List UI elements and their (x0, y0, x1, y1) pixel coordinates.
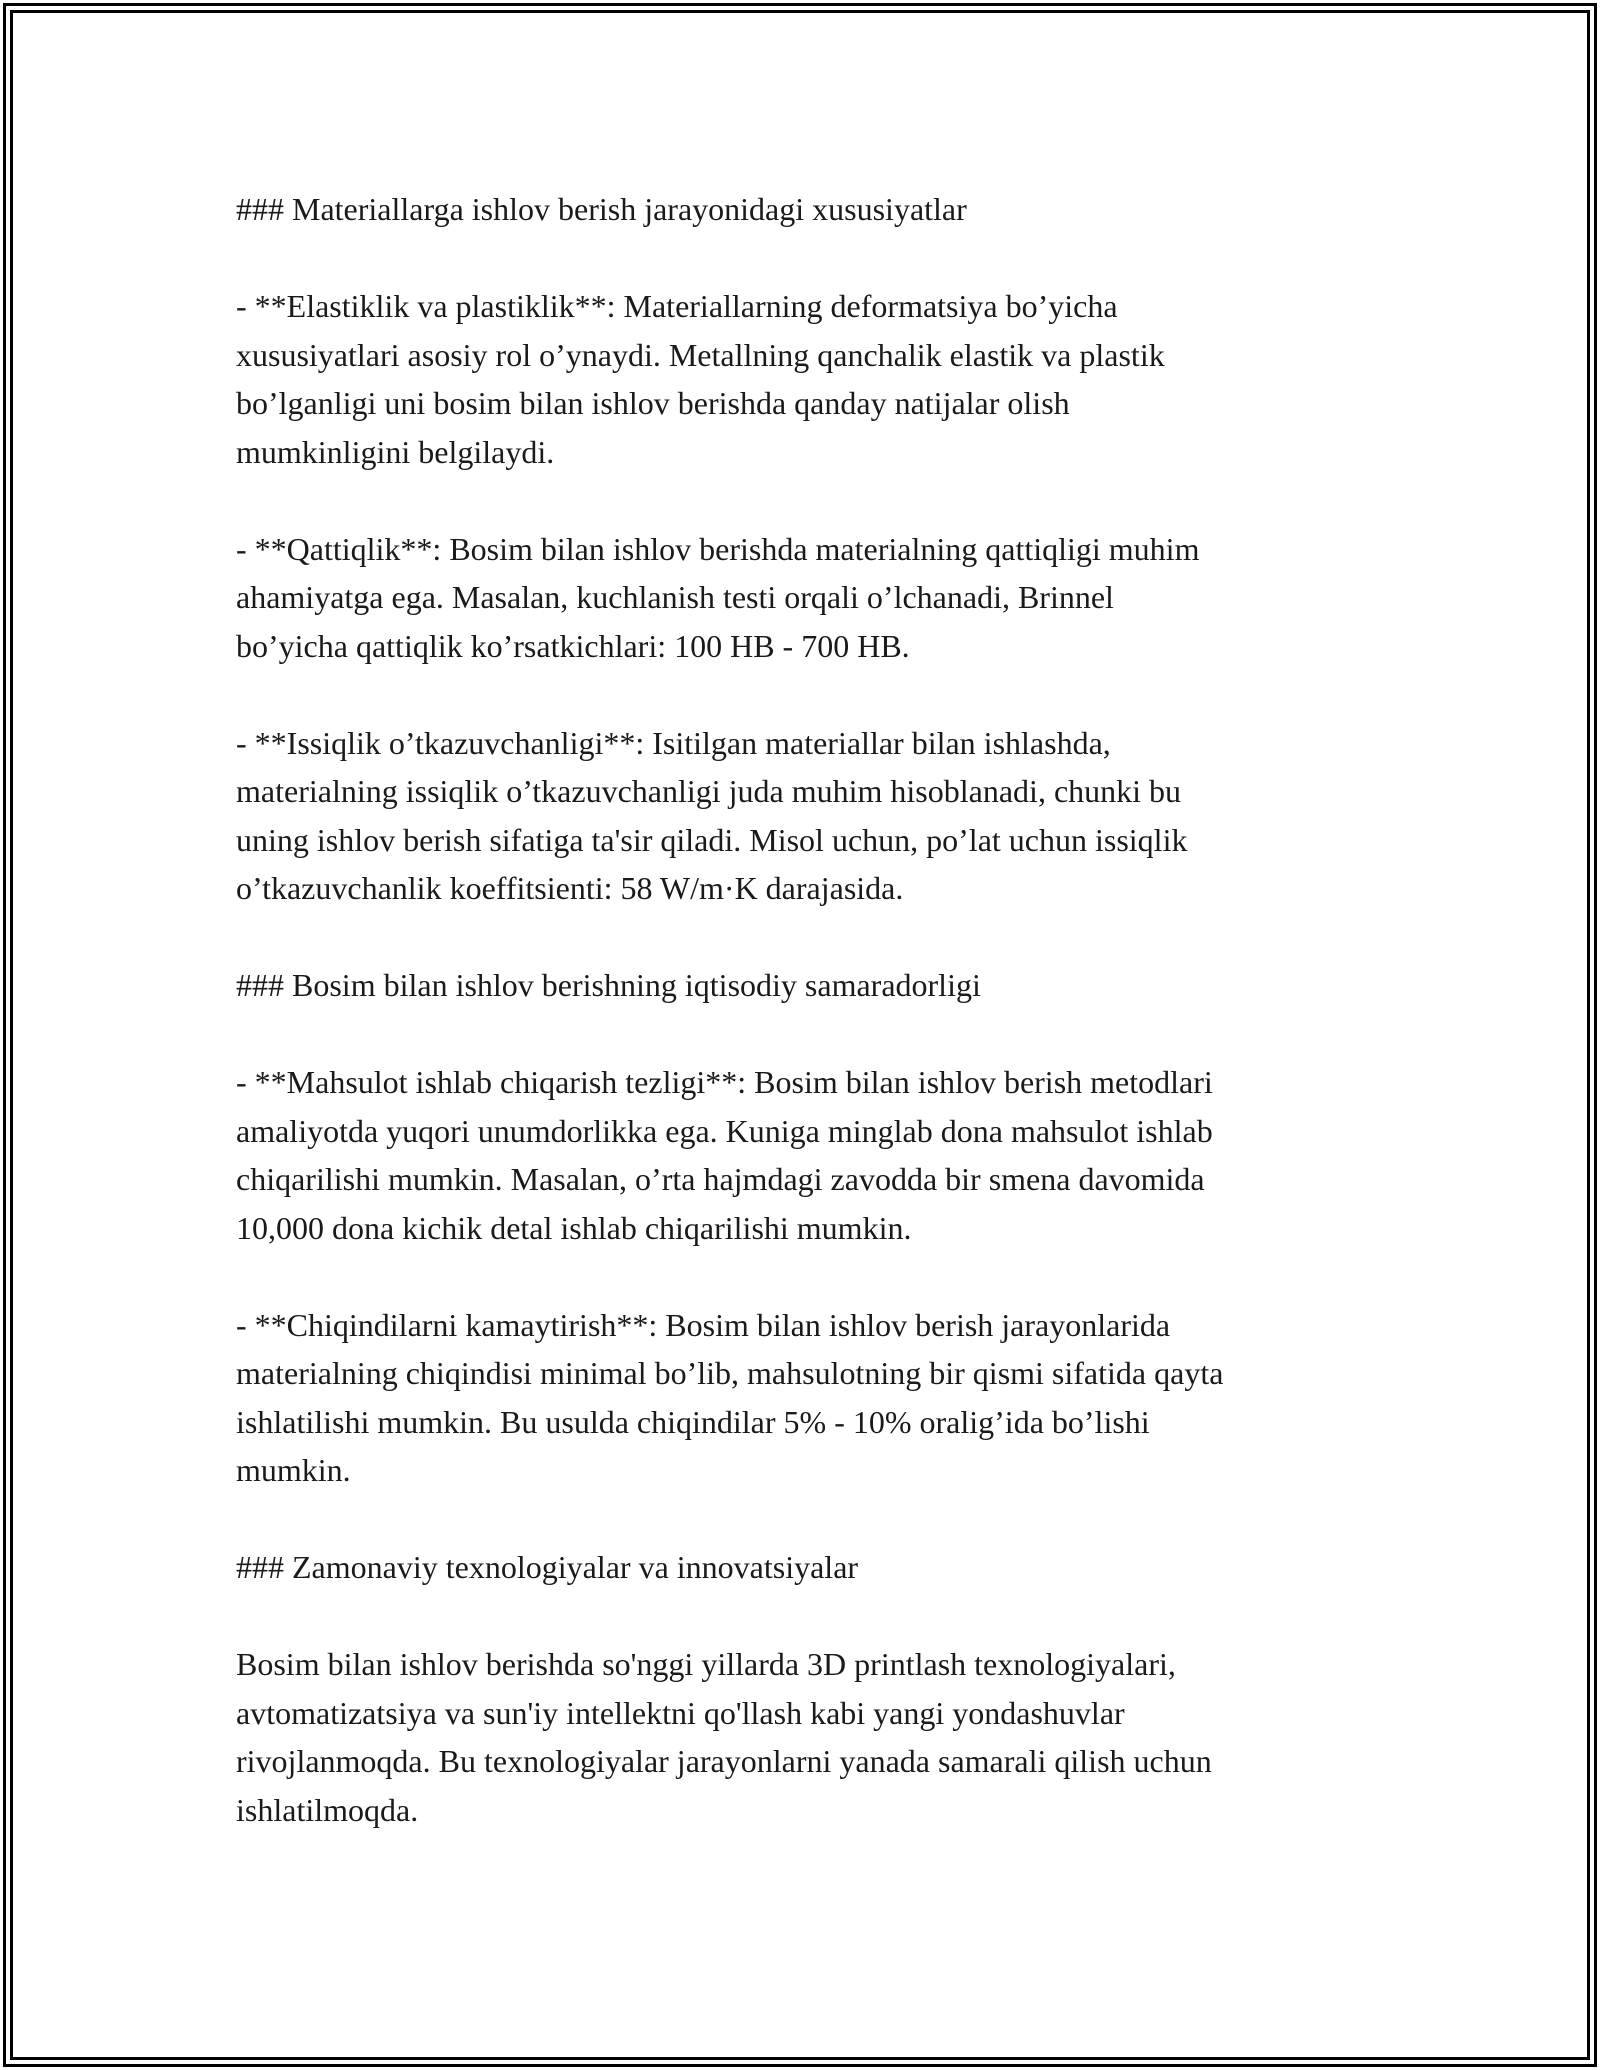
paragraph-innovations: Bosim bilan ishlov berishda so'nggi yillarda 3D printlash texnologiyalari, avtomatizatsiya va sun'iy intellektni qo'llash kabi yangi yondashuvlar rivojlanmoqda. Bu texnologiyalar jarayonlarni yanada samarali qilish uchun ishlatilmoqda. (236, 1646, 1212, 1828)
paragraph-waste-reduction: - **Chiqindilarni kamaytirish**: Bosim bilan ishlov berish jarayonlarida materialning chiqindisi minimal bo’lib, mahsulotning bir qismi sifatida qayta ishlatilishi mumkin. Bu usulda chiqindilar 5% - 10% oralig’ida bo’lishi mumkin. (236, 1306, 1224, 1488)
paragraph-thermal-conductivity: - **Issiqlik o’tkazuvchanligi**: Isitilgan materiallar bilan ishlashda, materialning issiqlik o’tkazuvchanligi juda muhim hisoblanadi, chunki bu uning ishlov berish sifatiga ta'sir qiladi. Misol uchun, po’lat uchun issiqlik o’tkazuvchanlik koeffitsienti: 58 W/m·K darajasida. (236, 724, 1188, 906)
paragraph-production-speed: - **Mahsulot ishlab chiqarish tezligi**: Bosim bilan ishlov berish metodlari amaliyotda yuqori unumdorlikka ega. Kuniga minglab dona mahsulot ishlab chiqarilishi mumkin. Masalan, o’rta hajmdagi zavodda bir smena davomida 10,000 dona kichik detal ishlab chiqarilishi mumkin. (236, 1064, 1213, 1246)
paragraph-elasticity: - **Elastiklik va plastiklik**: Materiallarning deformatsiya bo’yicha xususiyatlari asosiy rol o’ynaydi. Metallning qanchalik elastik va plastik bo’lganligi uni bosim bilan ishlov berishda qanday natijalar olish mumkinligini belgilaydi. (236, 288, 1165, 470)
document-body (236, 185, 1396, 1834)
section-heading-modern-technologies: ### Zamonaviy texnologiyalar va innovatsiyalar (236, 1549, 859, 1585)
paragraph-hardness: - **Qattiqlik**: Bosim bilan ishlov berishda materialning qattiqligi muhim ahamiyatga ega. Masalan, kuchlanish testi orqali o’lchanadi, Brinnel bo’yicha qattiqlik ko’rsatkichlari: 100 HB - 700 HB. (236, 530, 1200, 664)
section-heading-economic-efficiency: ### Bosim bilan ishlov berishning iqtisodiy samaradorligi (236, 967, 981, 1003)
section-heading-material-properties: ### Materiallarga ishlov berish jarayonidagi xususiyatlar (236, 191, 967, 227)
